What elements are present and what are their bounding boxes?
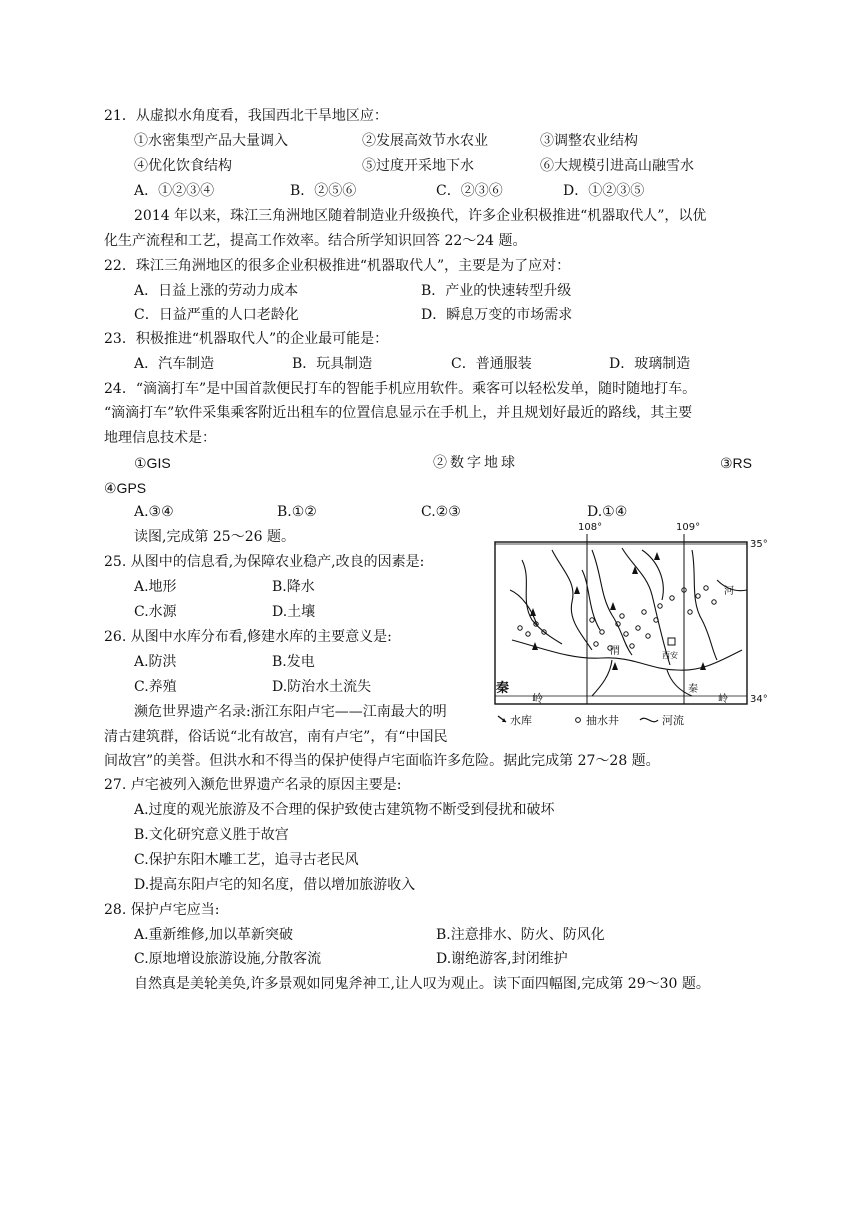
q24-item-3: ③RS [720, 455, 752, 471]
lat-label-top: 35° [750, 539, 768, 550]
q24-item-1: ①GIS [134, 455, 171, 471]
q22-option-d: D．瞬息万变的市场需求 [421, 307, 573, 323]
q28-option-a: A.重新维修,加以革新突破 [134, 927, 294, 943]
q27-option-a: A.过度的观光旅游及不合理的保护致使古建筑物不断受到侵扰和破坏 [134, 802, 555, 818]
q28-option-b: B.注意排水、防火、防风化 [436, 927, 605, 943]
q24-option-d: D.①④ [587, 504, 628, 520]
river-network [510, 548, 747, 696]
lon-label-left: 108° [578, 522, 603, 533]
q25-option-b: B.降水 [272, 579, 315, 595]
pumping-wells [518, 586, 716, 650]
river-trib-6 [692, 550, 717, 660]
river-trib-3 [592, 550, 632, 655]
reservoir-mark [610, 602, 616, 610]
well-mark [624, 632, 628, 636]
q27-option-d: D.提高东阳卢宅的知名度，借以增加旅游收入 [134, 877, 416, 893]
well-mark [590, 618, 594, 622]
label-he: 河 [724, 586, 734, 597]
intro-27-line-1: 濒危世界遗产名录:浙江东阳卢宅——江南最大的明 [134, 704, 447, 720]
q24-option-a: A.③④ [134, 504, 174, 520]
q23-option-c: C．普通服装 [451, 356, 532, 372]
q27-stem: 27. 卢宅被列入濒危世界遗产名录的原因主要是: [104, 777, 402, 793]
q22-option-b: B．产业的快速转型升级 [421, 283, 572, 299]
well-mark [696, 594, 700, 598]
q22-option-a: A．日益上涨的劳动力成本 [134, 283, 299, 299]
legend-well-label: 抽水井 [586, 714, 619, 727]
well-mark [518, 626, 522, 630]
q25-option-c: C.水源 [134, 604, 177, 620]
q28-stem: 28. 保护卢宅应当: [104, 902, 220, 918]
q24-line-3: 地理信息技术是： [104, 430, 216, 446]
wei-river-map [492, 520, 774, 752]
well-mark [670, 596, 674, 600]
q22-option-c: C．日益严重的人口老龄化 [134, 307, 299, 323]
map-frame [495, 542, 747, 704]
reservoir-mark [654, 552, 660, 560]
intro-27-line-2: 清古建筑群，俗话说“北有故宫，南有卢宅”，有“中国民 [104, 729, 448, 745]
q21-item-3: ③调整农业结构 [540, 133, 638, 149]
river-main-wei [512, 640, 742, 670]
well-mark [594, 642, 598, 646]
q21-item-5: ⑤过度开采地下水 [362, 158, 474, 174]
q21-item-4: ④优化饮食结构 [134, 158, 232, 174]
label-wei: 渭 [610, 646, 620, 657]
well-mark [646, 634, 650, 638]
legend-reservoir-label: 水库 [510, 714, 532, 727]
q24-option-b: B.①② [277, 504, 317, 520]
intro-22-line-1: 2014 年以来，珠江三角洲地区随着制造业升级换代，许多企业积极推进“机器取代人”，以优 [134, 208, 707, 224]
q21-option-a: A．①②③④ [134, 183, 215, 199]
q22-stem: 22．珠江三角洲地区的很多企业积极推进“机器取代人”，主要是为了应对： [104, 258, 571, 274]
q21-option-d: D．①②③⑤ [563, 183, 645, 199]
q25-option-a: A.地形 [134, 579, 177, 595]
intro-22-line-2: 化生产流程和工艺，提高工作效率。结合所学知识回答 22～24 题。 [104, 233, 527, 249]
q21-item-1: ①水密集型产品大量调入 [134, 133, 288, 149]
map-legend [498, 713, 684, 727]
well-mark [630, 644, 634, 648]
label-ling-left: 岭 [532, 692, 543, 705]
legend-river-icon [640, 718, 658, 721]
q26-stem: 26. 从图中水库分布看,修建水库的主要意义是: [104, 629, 392, 645]
q28-option-c: C.原地增设旅游设施,分散客流 [134, 951, 322, 967]
q21-item-2: ②发展高效节水农业 [362, 133, 488, 149]
river-trib-10 [592, 660, 612, 696]
river-trib-8 [510, 590, 537, 625]
legend-well-icon [576, 718, 581, 723]
q27-option-c: C.保护东阳木雕工艺，追寻古老民风 [134, 852, 359, 868]
river-trib-11 [582, 570, 600, 630]
reservoir-mark [612, 662, 618, 670]
q23-option-a: A．汽车制造 [134, 356, 215, 372]
well-mark [620, 614, 624, 618]
q26-option-c: C.养殖 [134, 679, 177, 695]
legend-river-label: 河流 [662, 714, 684, 727]
q21-stem: 21．从虚拟水角度看，我国西北干旱地区应： [104, 108, 388, 124]
reservoir-mark [574, 586, 580, 594]
intro-27-line-3: 间故宫”的美誉。但洪水和不得当的保护使得卢宅面临许多危险。据此完成第 27～28 题。 [104, 753, 660, 769]
q27-option-b: B.文化研究意义胜于故宫 [134, 827, 289, 843]
q24-line-1: 24．“滴滴打车”是中国首款便民打车的智能手机应用软件。乘客可以轻松发单，随时随地打车。 [104, 381, 697, 397]
q25-option-d: D.土壤 [272, 604, 316, 620]
q23-stem: 23．积极推进“机器取代人”的企业最可能是： [104, 331, 389, 347]
xian-marker [668, 638, 675, 645]
label-xian: 西安 [662, 651, 678, 660]
q24-item-4: ④GPS [104, 480, 147, 496]
reservoir-mark [632, 566, 638, 574]
q26-option-b: B.发电 [272, 654, 315, 670]
river-trib-4 [622, 548, 670, 665]
well-mark [704, 586, 708, 590]
well-mark [600, 630, 604, 634]
lon-label-right: 109° [676, 522, 701, 533]
lat-label-bottom: 34° [750, 694, 768, 705]
q28-option-d: D.谢绝游客,封闭维护 [436, 951, 568, 967]
q26-option-d: D.防治水土流失 [272, 679, 372, 695]
intro-25: 读图,完成第 25～26 题。 [134, 529, 295, 545]
q24-item-2: ②数字地球 [433, 455, 518, 471]
q24-line-2: “滴滴打车”软件采集乘客附近出租车的位置信息显示在手机上，并且规划好最近的路线，其主要 [104, 405, 693, 421]
q21-item-6: ⑥大规模引进高山融雪水 [540, 158, 694, 174]
label-qin-right: 秦 [688, 684, 698, 695]
river-trib-5 [642, 550, 663, 600]
well-mark [526, 632, 530, 636]
label-qin-left: 秦 [496, 681, 510, 696]
label-ling-right: 岭 [718, 694, 728, 705]
well-mark [636, 626, 640, 630]
well-mark [658, 604, 662, 608]
well-mark [642, 610, 646, 614]
q23-option-b: B．玩具制造 [292, 356, 373, 372]
q21-option-c: C．②③⑥ [436, 183, 503, 199]
q23-option-d: D．玻璃制造 [609, 356, 691, 372]
q24-option-c: C.②③ [421, 504, 461, 520]
q21-option-b: B．②⑤⑥ [290, 183, 357, 199]
well-mark [712, 600, 716, 604]
well-mark [688, 610, 692, 614]
q25-stem: 25. 从图中的信息看,为保障农业稳产,改良的因素是: [104, 554, 425, 570]
intro-29: 自然真是美轮美奂,许多景观如同鬼斧神工,让人叹为观止。读下面四幅图,完成第 29～30 题。 [134, 976, 710, 992]
river-trib-2 [552, 550, 592, 650]
reservoir-mark [700, 662, 706, 670]
q26-option-a: A.防洪 [134, 654, 177, 670]
